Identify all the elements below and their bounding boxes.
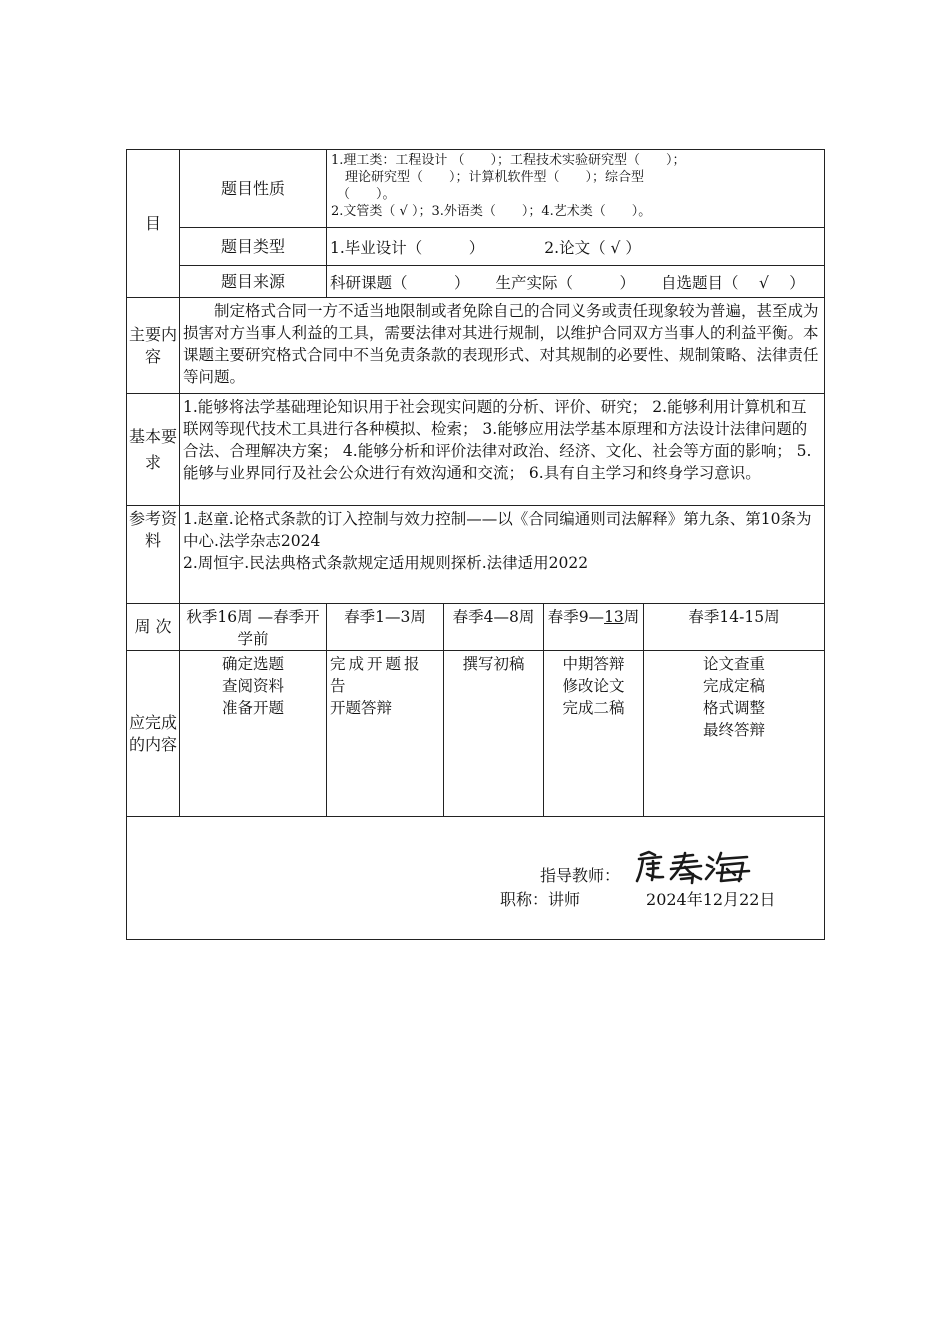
topic-source-label: 题目来源 [180,266,327,298]
nature-line-4: 2.文管类（ √ ）；3.外语类（ ）；4.艺术类（ ）。 [331,204,652,219]
topic-type-option-thesis: 2.论文（ √ ） [544,238,641,257]
week-cell-3: 春季4—8周 [444,604,544,651]
task-item: 查阅资料 [221,677,284,695]
task-item: 开题答辩 [330,699,393,717]
tasks-label: 应完成的内容 [127,651,180,817]
proposal-form-table [126,149,825,940]
references-label: 参考资料 [127,506,180,604]
task-item: 撰写初稿 [462,655,525,673]
task-item: 确定选题 [221,655,284,673]
source-option-self: 自选题目（ √ ） [661,273,805,292]
task-cell-4 [544,651,644,817]
signoff-date: 2024年12月22日 [646,890,776,909]
main-content-label: 主要内容 [127,298,180,394]
handwritten-signature [635,847,753,887]
task-item: 论文查重 [703,655,766,673]
nature-line-3: （ ）。 [337,187,396,202]
topic-type-options [327,228,825,266]
topic-nature-options [327,150,825,228]
reference-item-2: 2.周恒宇.民法典格式条款规定适用规则探析.法律适用2022 [183,554,589,572]
proposal-form-sheet [126,149,824,939]
topic-source-options [327,266,825,298]
topic-section-label: 目 [127,150,180,298]
week-label: 周 次 [127,604,180,651]
references-list [180,506,825,604]
topic-nature-label: 题目性质 [180,150,327,228]
source-option-production: 生产实际（ ） [495,273,636,292]
signoff-cell [127,817,825,940]
nature-line-2: 理论研究型（ ）；计算机软件型（ ）；综合型 [345,170,645,185]
week-4-part-a: 春季9— [547,608,605,626]
topic-type-option-design: 1.毕业设计（ ） [330,238,485,257]
advisor-label: 指导教师： [540,866,621,885]
main-content-text: 制定格式合同一方不适当地限制或者免除自己的合同义务或责任现象较为普遍，甚至成为损害对方当事人利益的工具，需要法律对其进行规制，以维护合同双方当事人的利益平衡。本课题主要研究格式合同中不当免责条款的表现形式、对其规制的必要性、规制策略、法律责任等问题。 [180,298,825,394]
task-item: 完成开题报告 [330,655,423,695]
nature-line-1: 1.理工类：工程设计 （ ）；工程技术实验研究型（ ）； [331,153,686,168]
task-item: 格式调整 [703,699,766,717]
source-option-research: 科研课题（ ） [330,273,470,292]
task-cell-3 [444,651,544,817]
requirements-text: 1.能够将法学基础理论知识用于社会现实问题的分析、评价、研究； 2.能够利用计算机和互联网等现代技术工具进行各种模拟、检索； 3.能够应用法学基本原理和方法设计法律问题的合法、合理解决方案； 4.能够分析和评价法律对政治、经济、文化、社会等方面的影响； 5.能够与业界同行及社会公众进行有效沟通和交流； 6.具有自主学习和终身学习意识。 [180,394,825,506]
week-cell-1: 秋季16周 —春季开学前 [180,604,327,651]
task-cell-1 [180,651,327,817]
week-4-part-c: 周 [623,608,640,626]
topic-type-label: 题目类型 [180,228,327,266]
week-cell-2: 春季1—3周 [327,604,444,651]
task-item: 完成二稿 [562,699,625,717]
task-item: 完成定稿 [703,677,766,695]
reference-item-1: 1.赵童.论格式条款的订入控制与效力控制——以《合同编通则司法解释》第九条、第10条为中心.法学杂志2024 [183,510,812,550]
advisor-title: 职称：讲师 [500,890,581,909]
week-4-part-b: 13 [604,608,624,626]
requirements-label: 基本要求 [127,394,180,506]
task-cell-2 [327,651,444,817]
title-and-date [500,887,775,910]
task-item: 修改论文 [562,677,625,695]
advisor-signature [635,847,753,891]
task-cell-5 [644,651,825,817]
week-cell-4 [544,604,644,651]
week-cell-5: 春季14-15周 [644,604,825,651]
task-item: 最终答辩 [703,721,766,739]
task-item: 中期答辩 [562,655,625,673]
task-item: 准备开题 [221,699,284,717]
